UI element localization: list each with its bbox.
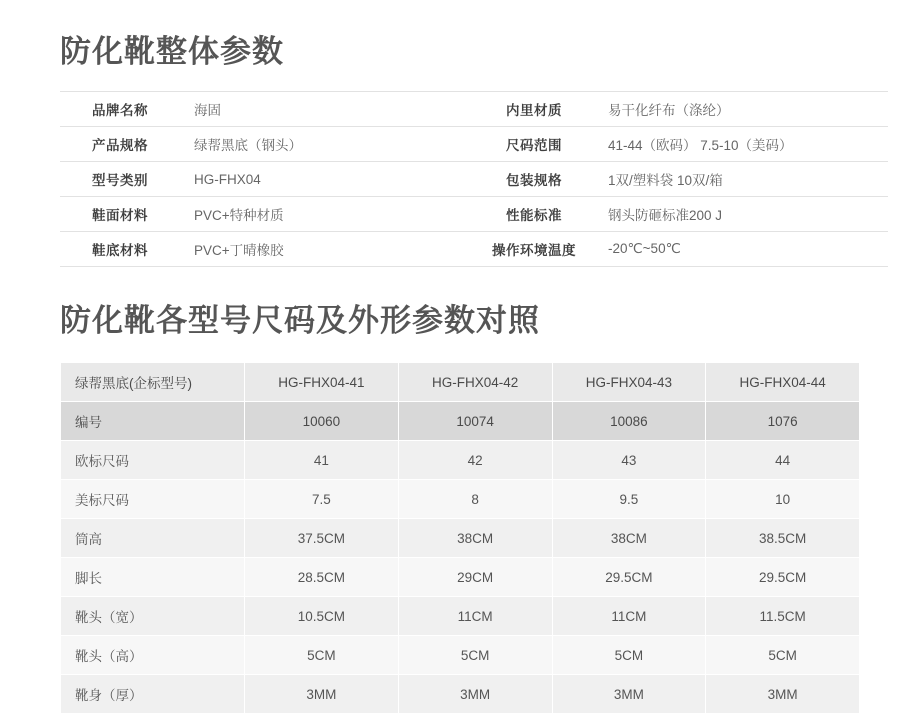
- size-cell: 3MM: [245, 675, 399, 714]
- table-row: [61, 675, 860, 714]
- size-cell: 5CM: [706, 636, 860, 675]
- size-cell: 10.5CM: [245, 597, 399, 636]
- size-row-label: 靴头（高）: [61, 636, 245, 675]
- table-header-row: [61, 363, 860, 402]
- size-row-label: 美标尺码: [61, 480, 245, 519]
- size-cell: 38CM: [552, 519, 706, 558]
- size-cell: 10086: [552, 402, 706, 441]
- table-row: [61, 441, 860, 480]
- spec-value: 易干化纤布（涤纶）: [608, 103, 730, 118]
- spec-label: 型号类别: [92, 173, 148, 188]
- size-cell: 43: [552, 441, 706, 480]
- spec-value: PVC+丁晴橡胶: [194, 243, 284, 258]
- size-table-header-cell: HG-FHX04-41: [245, 363, 399, 402]
- spec-value: -20℃~50℃: [608, 241, 681, 256]
- table-row: [61, 597, 860, 636]
- table-row: [60, 162, 888, 197]
- size-row-label: 靴身（厚）: [61, 675, 245, 714]
- spec-label: 操作环境温度: [492, 243, 576, 258]
- size-cell: 28.5CM: [245, 558, 399, 597]
- table-row: [61, 480, 860, 519]
- spec-label: 性能标准: [506, 208, 562, 223]
- size-cell: 38.5CM: [706, 519, 860, 558]
- spec-value: HG-FHX04: [194, 171, 261, 187]
- size-cell: 8: [398, 480, 552, 519]
- size-cell: 7.5: [245, 480, 399, 519]
- size-row-label: 靴头（宽）: [61, 597, 245, 636]
- size-cell: 41: [245, 441, 399, 480]
- size-row-label: 筒高: [61, 519, 245, 558]
- size-comparison-table: [60, 362, 860, 714]
- size-table-header-cell: HG-FHX04-43: [552, 363, 706, 402]
- size-cell: 44: [706, 441, 860, 480]
- size-cell: 5CM: [398, 636, 552, 675]
- table-row: [61, 519, 860, 558]
- size-cell: 11.5CM: [706, 597, 860, 636]
- spec-label: 内里材质: [506, 103, 562, 118]
- size-row-label: 编号: [61, 402, 245, 441]
- size-cell: 10060: [245, 402, 399, 441]
- size-cell: 10: [706, 480, 860, 519]
- size-cell: 3MM: [398, 675, 552, 714]
- spec-value: 海固: [194, 103, 221, 118]
- spec-label: 尺码范围: [506, 138, 562, 153]
- size-cell: 5CM: [245, 636, 399, 675]
- spec-label: 鞋底材料: [92, 243, 148, 258]
- table-row: [60, 232, 888, 267]
- spec-section-title: 防化靴整体参数: [60, 34, 284, 69]
- size-cell: 11CM: [552, 597, 706, 636]
- size-cell: 9.5: [552, 480, 706, 519]
- spec-label: 鞋面材料: [92, 208, 148, 223]
- size-cell: 29.5CM: [552, 558, 706, 597]
- size-table-header-cell: 绿帮黑底(企标型号): [61, 363, 245, 402]
- size-cell: 11CM: [398, 597, 552, 636]
- size-cell: 3MM: [706, 675, 860, 714]
- spec-value: 绿帮黑底（钢头）: [194, 138, 302, 153]
- size-cell: 42: [398, 441, 552, 480]
- table-row: [61, 558, 860, 597]
- size-cell: 37.5CM: [245, 519, 399, 558]
- size-cell: 29CM: [398, 558, 552, 597]
- size-table-header-cell: HG-FHX04-42: [398, 363, 552, 402]
- size-cell: 1076: [706, 402, 860, 441]
- spec-label: 品牌名称: [92, 103, 148, 118]
- spec-label: 产品规格: [92, 138, 148, 153]
- spec-value: 1双/塑料袋 10双/箱: [608, 173, 723, 188]
- size-cell: 10074: [398, 402, 552, 441]
- size-cell: 3MM: [552, 675, 706, 714]
- table-row: [60, 92, 888, 127]
- size-cell: 5CM: [552, 636, 706, 675]
- table-row: [60, 197, 888, 232]
- spec-value: 钢头防砸标准200 J: [608, 208, 723, 223]
- spec-label: 包装规格: [506, 173, 562, 188]
- table-row: [61, 402, 860, 441]
- table-row: [60, 127, 888, 162]
- size-table-header-cell: HG-FHX04-44: [706, 363, 860, 402]
- table-row: [61, 636, 860, 675]
- spec-value: 41-44（欧码） 7.5-10（美码）: [608, 138, 793, 153]
- overall-spec-table: [60, 91, 888, 267]
- size-cell: 38CM: [398, 519, 552, 558]
- size-cell: 29.5CM: [706, 558, 860, 597]
- size-row-label: 欧标尺码: [61, 441, 245, 480]
- size-row-label: 脚长: [61, 558, 245, 597]
- spec-value: PVC+特种材质: [194, 208, 284, 223]
- size-section-title: 防化靴各型号尺码及外形参数对照: [60, 303, 540, 338]
